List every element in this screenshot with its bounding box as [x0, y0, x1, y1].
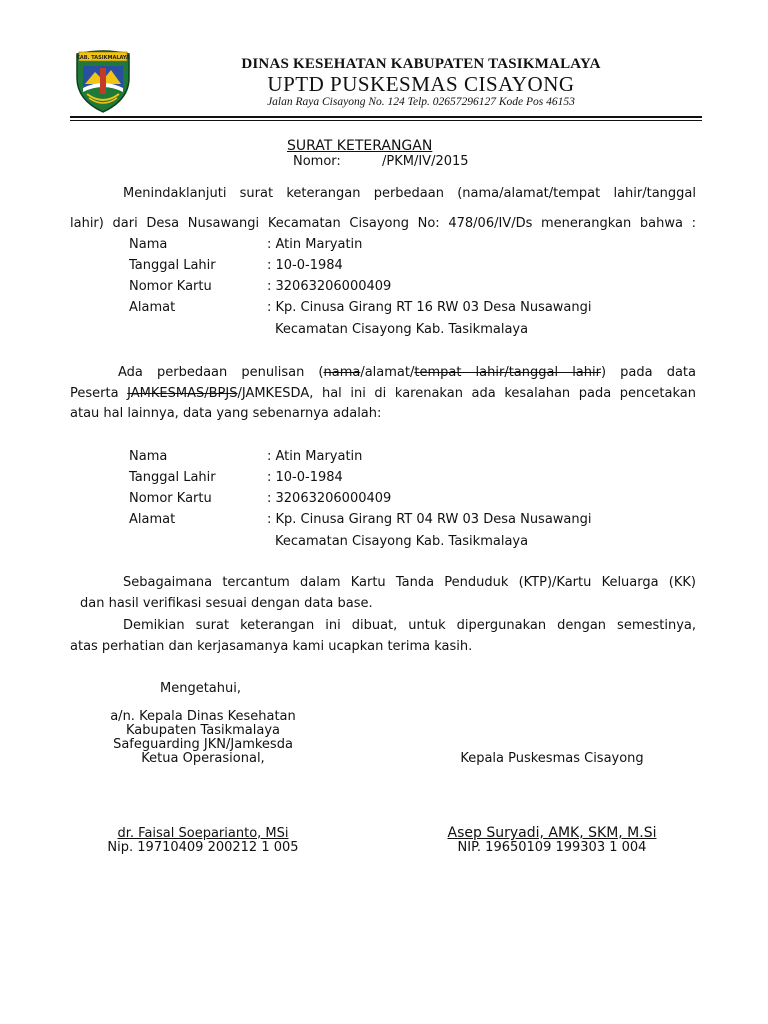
left-title-line-1: a/n. Kepala Dinas Kesehatan [110, 709, 296, 724]
right-signatory-name: Asep Suryadi, AMK, SKM, M.Si [447, 825, 657, 841]
acknowledged-label: Mengetahui, [160, 681, 241, 696]
difference-text: /alamat/ [360, 365, 415, 380]
basis-line-2: dan hasil verifikasi sesuai dengan data base. [80, 596, 373, 611]
right-signatory-nip: NIP. 19650109 199303 1 004 [457, 840, 647, 855]
unit-name: UPTD PUSKESMAS CISAYONG [267, 72, 575, 96]
basis-line-1: Sebagaimana tercantum dalam Kartu Tanda Penduduk (KTP)/Kartu Keluarga (KK) [123, 575, 696, 590]
left-signatory-name: dr. Faisal Soeparianto, MSi [117, 826, 289, 841]
left-title-line-4: Ketua Operasional, [141, 751, 265, 766]
letterhead-divider-thin [70, 120, 702, 121]
address-line-2: Kecamatan Cisayong Kab. Tasikmalaya [275, 322, 529, 337]
difference-line-3: atau hal lainnya, data yang sebenarnya adalah: [70, 406, 382, 421]
number-label: Nomor: [293, 154, 341, 169]
difference-text: ) pada data [600, 365, 696, 380]
card-label: Nomor Kartu [129, 279, 212, 294]
agency-name: DINAS KESEHATAN KABUPATEN TASIKMALAYA [241, 56, 601, 72]
card-label: Nomor Kartu [129, 491, 212, 506]
document-title: SURAT KETERANGAN [287, 138, 433, 154]
left-title-line-3: Safeguarding JKN/Jamkesda [113, 737, 293, 752]
difference-line-1 [118, 365, 696, 380]
intro-line-1: Menindaklanjuti surat keterangan perbedaan (nama/alamat/tempat lahir/tanggal [123, 186, 696, 201]
closing-line-2: atas perhatian dan kerjasamanya kami ucapkan terima kasih. [70, 639, 473, 654]
left-signatory-nip: Nip. 19710409 200212 1 005 [107, 840, 299, 855]
logo-text: KAB. TASIKMALAYA [76, 55, 130, 61]
struck-text: tempat lahir/tanggal lahir [414, 365, 601, 380]
office-address: Jalan Raya Cisayong No. 124 Telp. 02657296127 Kode Pos 46153 [267, 96, 575, 108]
difference-text: /JAMKESDA, hal ini di karenakan ada kesalahan pada pencetakan [237, 386, 696, 401]
dob-label: Tanggal Lahir [129, 470, 216, 485]
address-line-1: : Kp. Cinusa Girang RT 04 RW 03 Desa Nusawangi [267, 512, 592, 527]
card-value: : 32063206000409 [267, 279, 392, 294]
dob-value: : 10-0-1984 [267, 258, 343, 273]
dob-label: Tanggal Lahir [129, 258, 216, 273]
dob-value: : 10-0-1984 [267, 470, 343, 485]
address-line-1: : Kp. Cinusa Girang RT 16 RW 03 Desa Nusawangi [267, 300, 592, 315]
address-line-2: Kecamatan Cisayong Kab. Tasikmalaya [275, 534, 529, 549]
right-title: Kepala Puskesmas Cisayong [460, 751, 644, 766]
card-value: : 32063206000409 [267, 491, 392, 506]
difference-line-2 [70, 386, 696, 401]
letterhead-divider [70, 116, 702, 118]
address-label: Alamat [129, 512, 176, 527]
difference-text: Ada perbedaan penulisan ( [118, 365, 324, 380]
name-value: : Atin Maryatin [267, 449, 363, 464]
name-value: : Atin Maryatin [267, 237, 363, 252]
left-title-line-2: Kabupaten Tasikmalaya [126, 723, 280, 738]
closing-line-1: Demikian surat keterangan ini dibuat, untuk dipergunakan dengan semestinya, [123, 618, 696, 633]
intro-line-2: lahir) dari Desa Nusawangi Kecamatan Cisayong No: 478/06/IV/Ds menerangkan bahwa : [70, 216, 696, 231]
difference-text: Peserta [70, 386, 128, 401]
struck-text: JAMKESMAS/BPJS [127, 386, 238, 401]
struck-text: nama [323, 365, 361, 380]
name-label: Nama [129, 449, 168, 464]
address-label: Alamat [129, 300, 176, 315]
number-value: /PKM/IV/2015 [382, 154, 469, 169]
name-label: Nama [129, 237, 168, 252]
